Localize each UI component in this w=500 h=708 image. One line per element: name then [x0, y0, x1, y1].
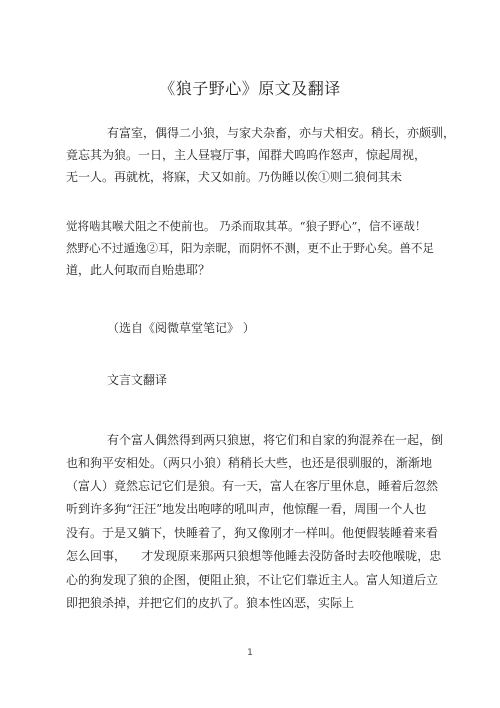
translation-line-7: 心的狗发现了狼的企图，便阻止狼，不让它们靠近主人。富人知道后立 [66, 573, 439, 587]
original-line-3: 无一人。再就枕，将寐，犬又如前。乃伪睡以俟①则二狼伺其未 [66, 170, 403, 184]
translation-line-8: 即把狼杀掉，并把它们的皮扒了。狼本性凶恶，实际上 [66, 596, 355, 610]
translation-line-5: 没有。于是又躺下，快睡着了，狗又像刚才一样叫。他便假装睡着来看 [66, 526, 439, 540]
original-line-2: 竟忘其为狼。一日，主人昼寝厅事，闻群犬呜呜作怒声，惊起周视， [66, 148, 427, 162]
original-line-5: 然野心不过遁逸②耳，阳为亲昵，而阴怀不测，更不止于野心矣。兽不足 [66, 241, 434, 255]
translation-line-3: （富人）竟然忘记它们是狼。有一天，富人在客厅里休息，睡着后忽然 [66, 479, 439, 493]
translation-heading: 文言文翻译 [107, 373, 168, 387]
document-title: 《狼子野心》原文及翻译 [159, 79, 341, 98]
translation-line-6: 怎么回事， 才发现原来那两只狼想等他睡去没防备时去咬他喉咙，忠 [66, 549, 442, 563]
original-line-4: 觉将啮其喉犬阻之不使前也。 乃杀而取其革。“狼子野心”，信不诬哉！ [66, 219, 427, 233]
translation-line-4: 听到许多狗“汪汪”地发出咆哮的吼叫声，他惊醒一看，周围一个人也 [66, 502, 427, 516]
source-citation: （选自《阅微草堂笔记》 ） [107, 321, 255, 335]
original-line-1: 有富室，偶得二小狼，与家犬杂畜，亦与犬相安。稍长，亦颇驯， [107, 126, 456, 140]
original-line-6: 道，此人何取而自贻患耶？ [66, 263, 211, 277]
translation-line-1: 有个富人偶然得到两只狼崽，将它们和自家的狗混养在一起，倒 [107, 433, 444, 447]
translation-line-2: 也和狗平安相处。（两只小狼）稍稍长大些，也还是很驯服的，渐渐地 [66, 456, 433, 470]
page-number: 1 [247, 648, 253, 658]
